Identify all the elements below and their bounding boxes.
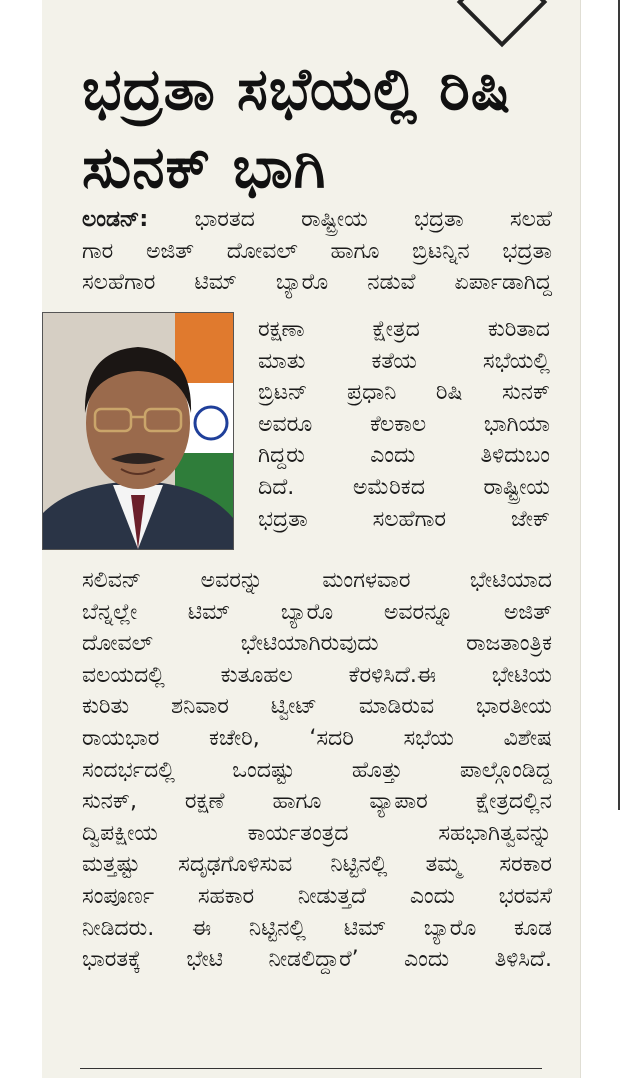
body-line: ಗಾರ ಅಜಿತ್ ದೋವಲ್ ಹಾಗೂ ಬ್ರಿಟನ್ನಿನ ಭದ್ರತಾ: [82, 238, 552, 264]
body-line: ಅವರೂ ಕೆಲಕಾಲ ಭಾಗಿಯಾ: [258, 411, 550, 437]
body-line: ಮತ್ತಷ್ಟು ಸದೃಢಗೊಳಿಸುವ ನಿಟ್ಟಿನಲ್ಲಿ ತಮ್ಮ ಸರಕಾರ: [82, 852, 552, 878]
article-body-bottom: [82, 565, 552, 976]
portrait-image: [43, 313, 233, 549]
body-line: ಗಿದ್ದರು ಎಂದು ತಿಳಿದುಬಂ: [258, 443, 550, 469]
body-line: ಸಂದರ್ಭದಲ್ಲಿ ಒಂದಷ್ಟು ಹೊತ್ತು ಪಾಲ್ಗೊಂಡಿದ್ದ: [82, 757, 552, 783]
article-body-top: [82, 204, 552, 299]
body-line: ಭದ್ರತಾ ಸಲಹೆಗಾರ ಜೇಕ್: [258, 506, 550, 532]
flag-stripe-saffron: [175, 313, 233, 383]
body-line: ಸಲಹೆಗಾರ ಟಿಮ್ ಬ್ಯಾರೊ ನಡುವೆ ಏರ್ಪಾಡಾಗಿದ್ದ: [82, 270, 552, 296]
dateline: ಲಂಡನ್:: [82, 207, 149, 232]
article-body-side: [258, 314, 550, 535]
body-line: ಸಂಪೂರ್ಣ ಸಹಕಾರ ನೀಡುತ್ತದೆ ಎಂದು ಭರವಸೆ: [82, 883, 552, 909]
body-line: [82, 204, 552, 236]
article-headline: ಭದ್ರತಾ ಸಭೆಯಲ್ಲಿ ರಿಷಿ ಸುನಕ್ ಭಾಗಿ: [82, 55, 512, 201]
body-line: ಭಾರತಕ್ಕೆ ಭೇಟಿ ನೀಡಲಿದ್ದಾರೆ’ ಎಂದು ತಿಳಿಸಿದೆ.: [82, 947, 552, 973]
body-line: ಬೆನ್ನಲ್ಲೇ ಟಿಮ್ ಬ್ಯಾರೊ ಅವರನ್ನೂ ಅಜಿತ್: [82, 599, 552, 625]
page-margin: [620, 0, 626, 1078]
body-line: ದಿದೆ. ಅಮೆರಿಕದ ರಾಷ್ಟ್ರೀಯ: [258, 474, 550, 500]
body-line: ವಲಯದಲ್ಲಿ ಕುತೂಹಲ ಕೆರಳಿಸಿದೆ.ಈ ಭೇಟಿಯ: [82, 662, 552, 688]
body-line: ದೋವಲ್ ಭೇಟಿಯಾಗಿರುವುದು ರಾಜತಾಂತ್ರಿಕ: [82, 631, 552, 657]
body-line-text: ಭಾರತದ ರಾಷ್ಟ್ರೀಯ ಭದ್ರತಾ ಸಲಹೆ: [194, 207, 552, 232]
column-divider: [618, 0, 620, 810]
body-line: ರಾಯಭಾರ ಕಚೇರಿ, ‘ಸದರಿ ಸಭೆಯ ವಿಶೇಷ: [82, 725, 552, 751]
body-line: ನೀಡಿದರು. ಈ ನಿಟ್ಟಿನಲ್ಲಿ ಟಿಮ್ ಬ್ಯಾರೊ ಕೂಡ: [82, 915, 552, 941]
body-line: ದ್ವಿಪಕ್ಷೀಯ ಕಾರ್ಯತಂತ್ರದ ಸಹಭಾಗಿತ್ವವನ್ನು: [82, 820, 552, 846]
article-end-rule: [80, 1068, 542, 1069]
body-line: ಸಲಿವನ್ ಅವರನ್ನು ಮಂಗಳವಾರ ಭೇಟಿಯಾದ: [82, 568, 552, 593]
body-line: ರಕ್ಷಣಾ ಕ್ಷೇತ್ರದ ಕುರಿತಾದ: [258, 317, 550, 342]
body-line: ಸುನಕ್, ರಕ್ಷಣೆ ಹಾಗೂ ವ್ಯಾಪಾರ ಕ್ಷೇತ್ರದಲ್ಲಿನ: [82, 789, 552, 815]
portrait-photo: [42, 312, 234, 550]
body-line: ಮಾತು ಕತೆಯ ಸಭೆಯಲ್ಲಿ: [258, 348, 550, 374]
body-line: ಬ್ರಿಟನ್ ಪ್ರಧಾನಿ ರಿಷಿ ಸುನಕ್: [258, 380, 550, 406]
body-line: ಕುರಿತು ಶನಿವಾರ ಟ್ವೀಟ್ ಮಾಡಿರುವ ಭಾರತೀಯ: [82, 694, 552, 720]
